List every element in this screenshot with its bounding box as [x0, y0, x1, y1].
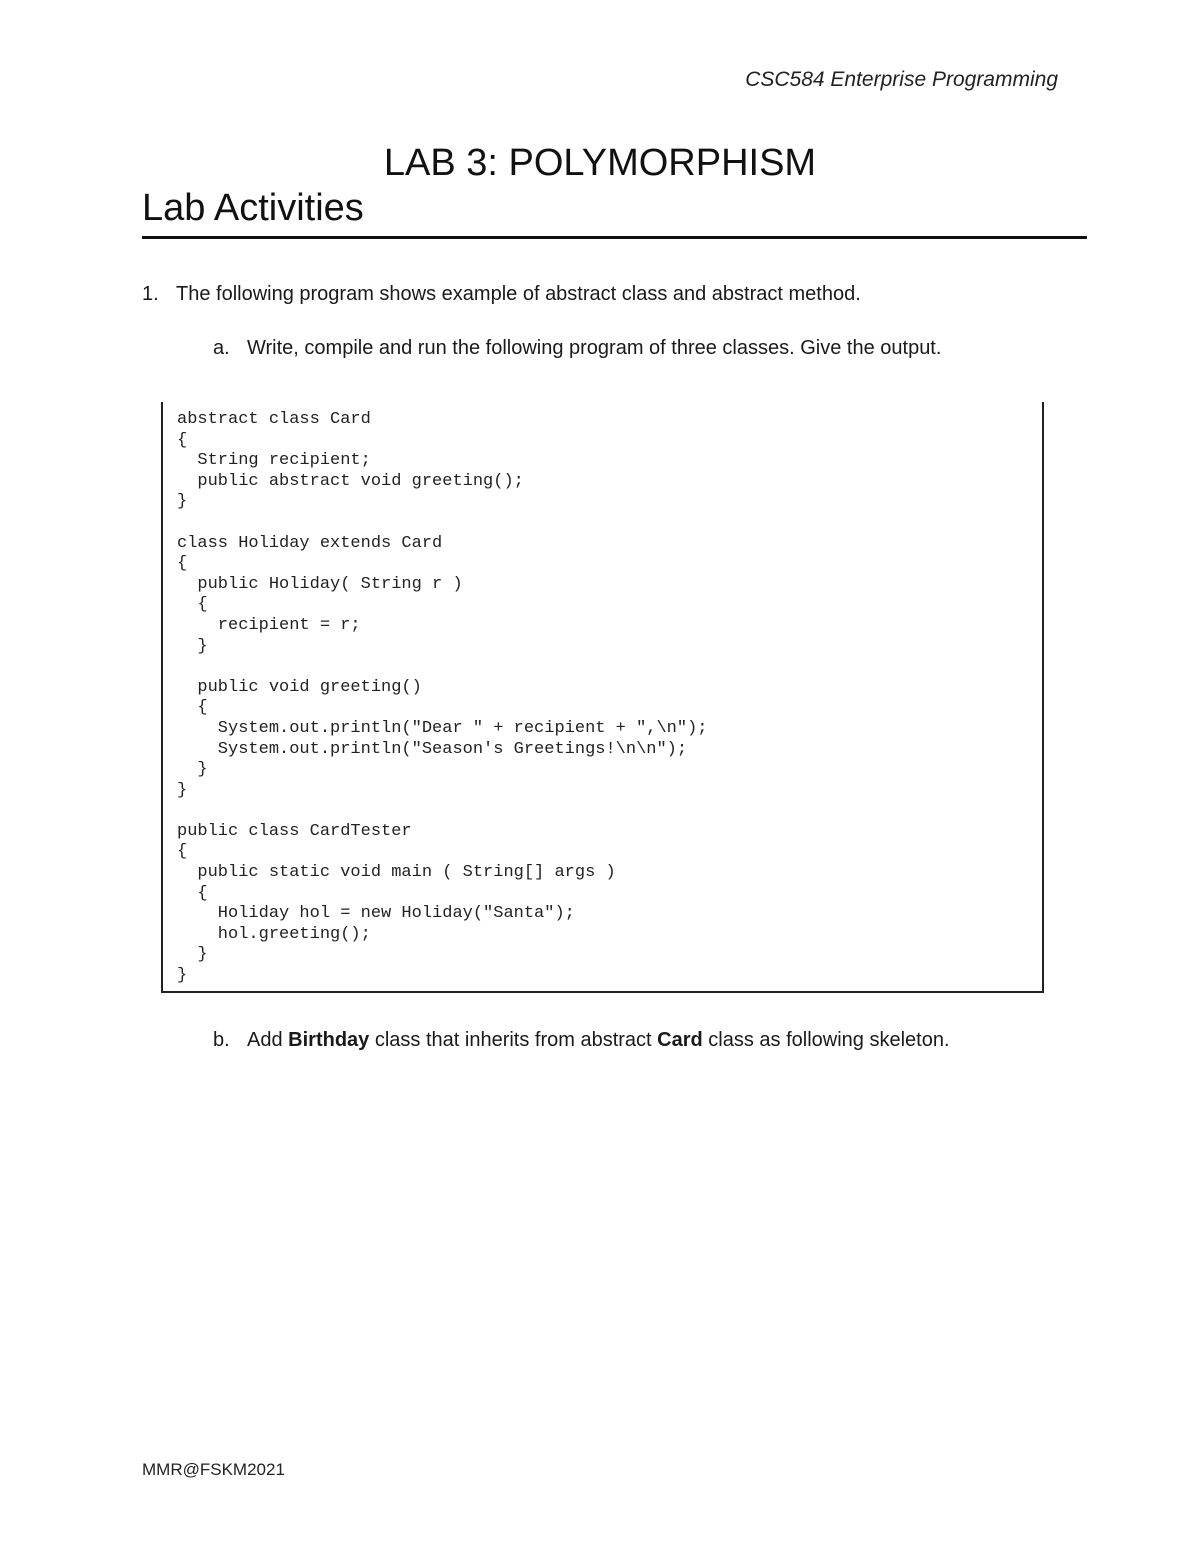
code-line: [177, 801, 708, 822]
code-line: public Holiday( String r ): [177, 574, 463, 594]
section-heading: Lab Activities: [142, 187, 364, 229]
code-line: public static void main ( String[] args ): [177, 863, 616, 883]
list-letter: b.: [213, 1029, 230, 1051]
document-title: LAB 3: POLYMORPHISM: [383, 142, 817, 184]
list-letter: a.: [213, 337, 230, 359]
code-line: {: [177, 842, 188, 862]
list-item-text: class as following skeleton.: [702, 1029, 950, 1051]
list-item-b: [213, 1029, 950, 1052]
code-line: String recipient;: [177, 451, 371, 471]
code-listing-box: [161, 402, 1044, 993]
code-line: public class CardTester: [177, 821, 412, 841]
code-line: public abstract void greeting();: [177, 471, 524, 491]
code-line: }: [177, 945, 208, 965]
list-item-text: Write, compile and run the following program of three classes. Give the output.: [247, 337, 942, 359]
code-line: }: [177, 966, 188, 986]
code-line: }: [177, 492, 188, 512]
list-item-text: The following program shows example of abstract class and abstract method.: [176, 283, 861, 305]
code-line: System.out.println("Dear " + recipient + ",\n");: [177, 718, 708, 738]
code-line: }: [177, 780, 188, 800]
code-line: {: [177, 698, 208, 718]
list-item-1: [142, 283, 861, 306]
code-line: }: [177, 636, 208, 656]
course-header: CSC584 Enterprise Programming: [745, 68, 1058, 91]
code-listing: [177, 410, 708, 987]
code-line: {: [177, 595, 208, 615]
code-line: abstract class Card: [177, 410, 371, 429]
list-item-a: [213, 337, 941, 360]
code-line: [177, 657, 708, 678]
code-line: recipient = r;: [177, 615, 361, 635]
list-number: 1.: [142, 283, 159, 305]
code-line: class Holiday extends Card: [177, 533, 443, 553]
list-item-text: Add: [247, 1029, 289, 1051]
page-footer: MMR@FSKM2021: [142, 1460, 285, 1479]
code-line: {: [177, 430, 188, 450]
code-line: public void greeting(): [177, 677, 422, 697]
code-line: {: [177, 554, 188, 574]
code-line: [177, 513, 708, 534]
class-name-card: Card: [657, 1029, 703, 1051]
code-line: hol.greeting();: [177, 924, 371, 944]
code-line: }: [177, 760, 208, 780]
code-line: Holiday hol = new Holiday("Santa");: [177, 904, 575, 924]
code-line: {: [177, 883, 208, 903]
heading-divider: [142, 236, 1087, 239]
list-item-text: class that inherits from abstract: [369, 1029, 658, 1051]
code-line: System.out.println("Season's Greetings!\n\n");: [177, 739, 688, 759]
class-name-birthday: Birthday: [288, 1029, 370, 1051]
